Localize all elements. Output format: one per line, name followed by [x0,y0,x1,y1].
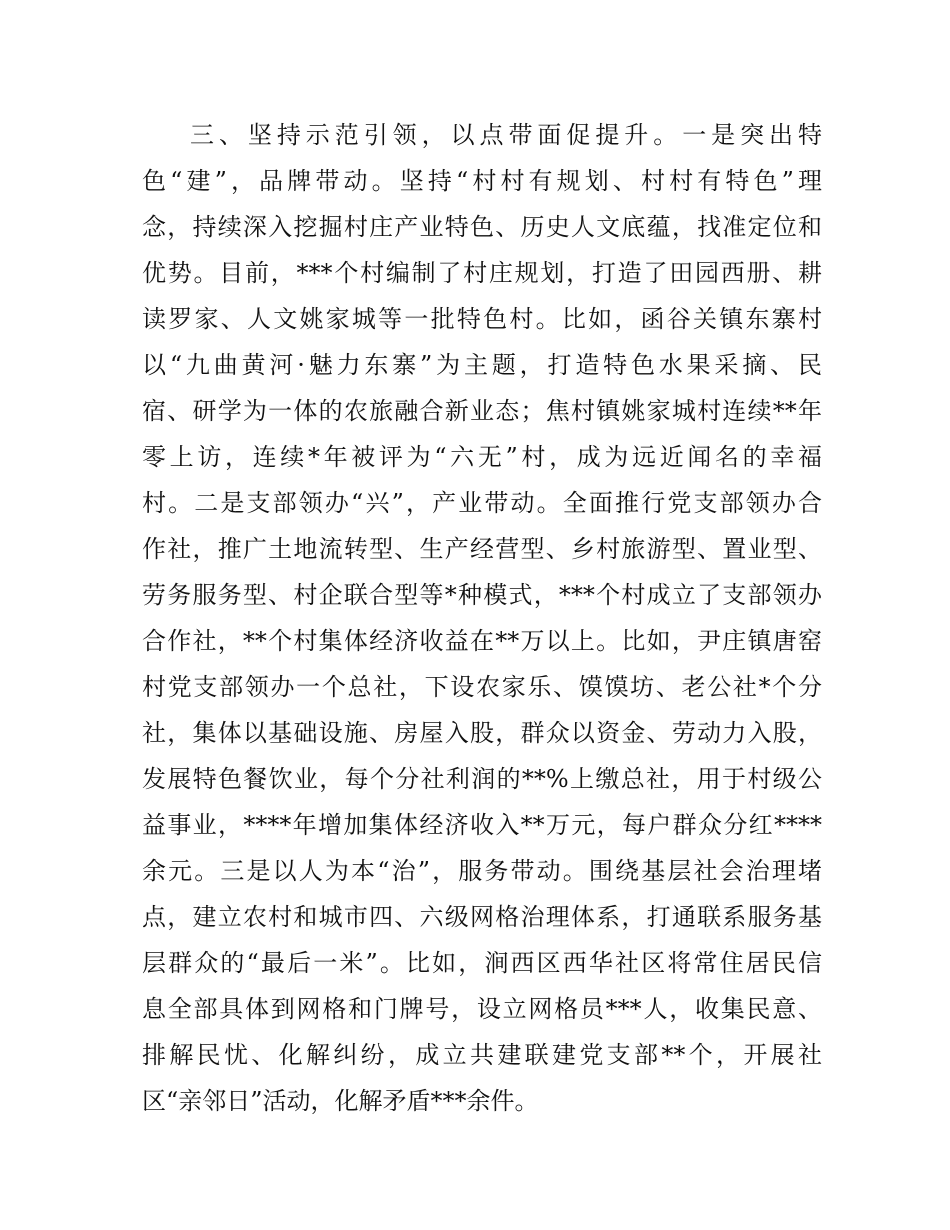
paragraph-line-21: 排解民忧、化解纠纷，成立共建联建党支部**个，开展社 [142,1041,822,1069]
paragraph-line-9: 村。二是支部领办“兴”，产业带动。全面推行党支部领办合 [142,489,822,517]
paragraph-line-6: 以“九曲黄河·魅力东寨”为主题，打造特色水果采摘、民 [142,351,822,379]
paragraph-line-19: 层群众的“最后一米”。比如，涧西区西华社区将常住居民信 [142,949,822,977]
paragraph-line-14: 社，集体以基础设施、房屋入股，群众以资金、劳动力入股， [142,719,822,747]
paragraph-line-12: 合作社，**个村集体经济收益在**万以上。比如，尹庄镇唐窑 [142,627,822,655]
paragraph-line-22: 区“亲邻日”活动，化解矛盾***余件。 [142,1087,539,1115]
paragraph-line-4: 优势。目前，***个村编制了村庄规划，打造了田园西册、耕 [142,259,822,287]
paragraph-line-8: 零上访，连续*年被评为“六无”村，成为远近闻名的幸福 [142,443,822,471]
paragraph-line-13: 村党支部领办一个总社，下设农家乐、馍馍坊、老公社*个分 [142,673,822,701]
paragraph-line-7: 宿、研学为一体的农旅融合新业态；焦村镇姚家城村连续**年 [142,397,822,425]
paragraph-line-18: 点，建立农村和城市四、六级网格治理体系，打通联系服务基 [142,903,822,931]
paragraph-line-2: 色“建”，品牌带动。坚持“村村有规划、村村有特色”理 [142,167,822,195]
paragraph-line-10: 作社，推广土地流转型、生产经营型、乡村旅游型、置业型、 [142,535,822,563]
paragraph-line-1: 三、坚持示范引领，以点带面促提升。一是突出特 [190,121,822,149]
paragraph-line-5: 读罗家、人文姚家城等一批特色村。比如，函谷关镇东寨村 [142,305,822,333]
paragraph-line-17: 余元。三是以人为本“治”，服务带动。围绕基层社会治理堵 [142,857,822,885]
paragraph-line-20: 息全部具体到网格和门牌号，设立网格员***人，收集民意、 [142,995,822,1023]
paragraph-line-15: 发展特色餐饮业，每个分社利润的**%上缴总社，用于村级公 [142,765,822,793]
paragraph-line-16: 益事业，****年增加集体经济收入**万元，每户群众分红**** [142,811,822,839]
paragraph-line-11: 劳务服务型、村企联合型等*种模式，***个村成立了支部领办 [142,581,822,609]
paragraph-line-3: 念，持续深入挖掘村庄产业特色、历史人文底蕴，找准定位和 [142,213,822,241]
body-paragraph [142,112,822,1124]
